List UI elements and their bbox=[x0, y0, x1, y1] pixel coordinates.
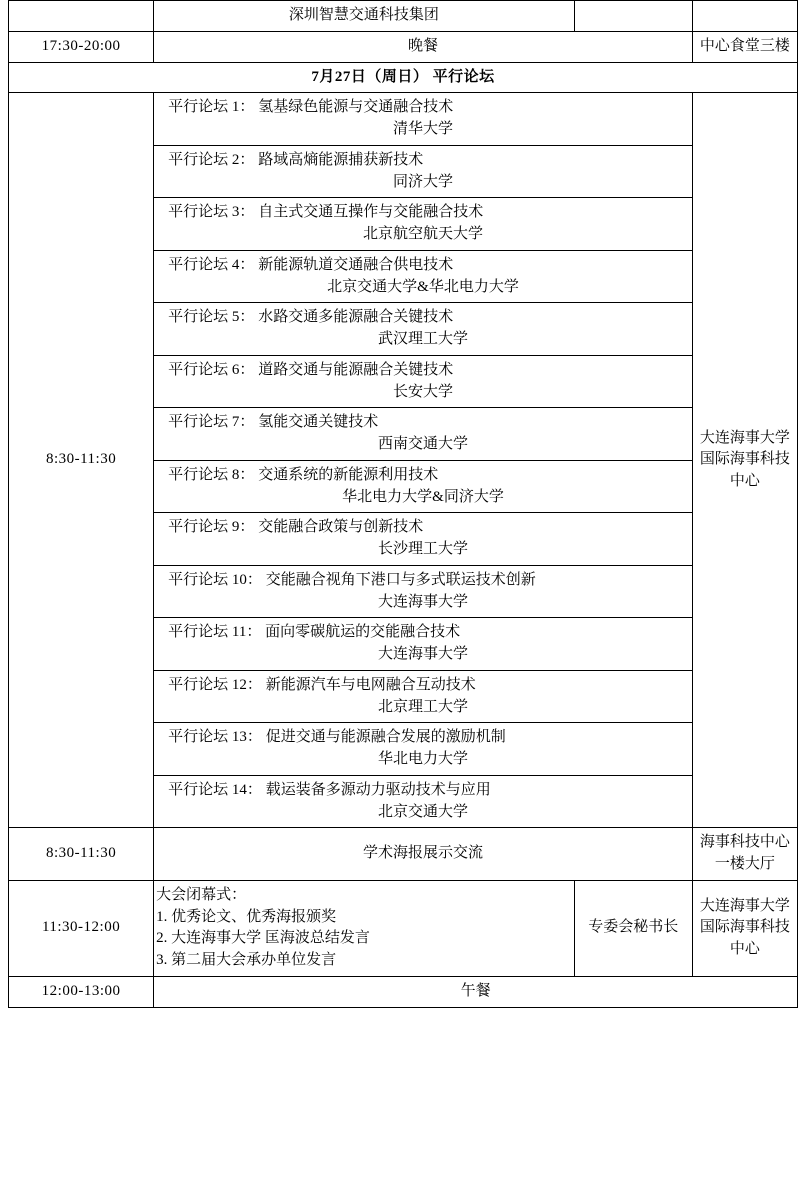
forum-item-org: 西南交通大学 bbox=[378, 436, 469, 452]
poster-place: 海事科技中心一楼大厅 bbox=[692, 828, 797, 881]
forum-item bbox=[154, 618, 693, 671]
forum-item-org: 华北电力大学 bbox=[378, 751, 469, 767]
forum-item-title: 平行论坛 5： 水路交通多能源融合关键技术 bbox=[168, 309, 454, 326]
lunch-time: 12:00-13:00 bbox=[9, 976, 154, 1007]
forum-item-title: 平行论坛 3： 自主式交通互操作与交能融合技术 bbox=[168, 204, 484, 221]
closing-item: 1. 优秀论文、优秀海报颁奖 bbox=[156, 908, 337, 925]
table-row bbox=[9, 31, 798, 62]
forum-item-org: 长沙理工大学 bbox=[378, 541, 469, 557]
closing-heading: 大会闭幕式： bbox=[156, 886, 247, 903]
top-row-host-cell bbox=[574, 1, 692, 32]
top-row-time-cell bbox=[9, 1, 154, 32]
forum-item bbox=[154, 303, 693, 356]
forum-item-title: 平行论坛 7： 氢能交通关键技术 bbox=[168, 414, 379, 431]
closing-place: 大连海事大学国际海事科技中心 bbox=[692, 880, 797, 976]
forum-item bbox=[154, 775, 693, 828]
top-row-place-cell bbox=[692, 1, 797, 32]
forum-item-org: 大连海事大学 bbox=[378, 593, 469, 610]
closing-content bbox=[154, 880, 575, 976]
forum-item-org: 北京航空航天大学 bbox=[363, 226, 484, 242]
forum-item-org: 大连海事大学 bbox=[378, 646, 469, 662]
forum-item bbox=[154, 198, 693, 251]
table-row bbox=[9, 1, 798, 32]
forum-item-org: 清华大学 bbox=[393, 121, 454, 137]
table-row bbox=[9, 93, 798, 146]
closing-item: 3. 第二届大会承办单位发言 bbox=[156, 952, 337, 968]
closing-host: 专委会秘书长 bbox=[574, 880, 692, 976]
table-row bbox=[9, 62, 798, 93]
table-row bbox=[9, 880, 798, 976]
dinner-time: 17:30-20:00 bbox=[9, 31, 154, 62]
forum-item-title: 平行论坛 8： 交通系统的新能源利用技术 bbox=[168, 466, 439, 483]
forum-item-org: 武汉理工大学 bbox=[378, 331, 469, 347]
dinner-place: 中心食堂三楼 bbox=[692, 31, 797, 62]
forum-item-title: 平行论坛 14： 载运装备多源动力驱动技术与应用 bbox=[168, 781, 491, 798]
forum-item bbox=[154, 513, 693, 566]
forum-item-org: 长安大学 bbox=[393, 383, 454, 400]
forum-item-title: 平行论坛 1： 氢基绿色能源与交通融合技术 bbox=[168, 99, 454, 116]
forum-item bbox=[154, 408, 693, 461]
closing-item: 2. 大连海事大学 匡海波总结发言 bbox=[156, 930, 370, 947]
forum-item-org: 同济大学 bbox=[393, 173, 454, 190]
forum-item bbox=[154, 670, 693, 723]
poster-time: 8:30-11:30 bbox=[9, 828, 154, 881]
forum-item-title: 平行论坛 9： 交能融合政策与创新技术 bbox=[168, 519, 424, 536]
forum-item-title: 平行论坛 10： 交能融合视角下港口与多式联运技术创新 bbox=[168, 571, 536, 588]
section-header: 7月27日（周日） 平行论坛 bbox=[9, 62, 798, 93]
forum-item bbox=[154, 145, 693, 198]
forum-item-title: 平行论坛 13： 促进交通与能源融合发展的激励机制 bbox=[168, 729, 506, 746]
forum-item-org: 华北电力大学&同济大学 bbox=[342, 488, 504, 505]
forum-item bbox=[154, 565, 693, 618]
closing-time: 11:30-12:00 bbox=[9, 880, 154, 976]
forum-item-title: 平行论坛 12： 新能源汽车与电网融合互动技术 bbox=[168, 676, 476, 693]
forum-item bbox=[154, 460, 693, 513]
lunch-content: 午餐 bbox=[154, 976, 798, 1007]
forum-item bbox=[154, 723, 693, 776]
forum-item-title: 平行论坛 4： 新能源轨道交通融合供电技术 bbox=[168, 256, 454, 273]
schedule-table bbox=[8, 0, 798, 1008]
poster-content: 学术海报展示交流 bbox=[154, 828, 693, 881]
dinner-content: 晚餐 bbox=[154, 31, 693, 62]
forum-place: 大连海事大学国际海事科技中心 bbox=[692, 93, 797, 828]
forum-item-title: 平行论坛 11： 面向零碳航运的交能融合技术 bbox=[168, 624, 461, 641]
forum-item-org: 北京理工大学 bbox=[378, 698, 469, 715]
table-row bbox=[9, 828, 798, 881]
forum-item bbox=[154, 355, 693, 408]
top-row-organization: 深圳智慧交通科技集团 bbox=[154, 1, 575, 32]
forum-item-title: 平行论坛 2： 路域高熵能源捕获新技术 bbox=[168, 151, 424, 168]
forum-item bbox=[154, 250, 693, 303]
forum-item-org: 北京交通大学&华北电力大学 bbox=[327, 278, 519, 295]
forum-time: 8:30-11:30 bbox=[9, 93, 154, 828]
forum-item-org: 北京交通大学 bbox=[378, 803, 469, 820]
forum-item-title: 平行论坛 6： 道路交通与能源融合关键技术 bbox=[168, 361, 454, 378]
table-row bbox=[9, 976, 798, 1007]
forum-item bbox=[154, 93, 693, 146]
